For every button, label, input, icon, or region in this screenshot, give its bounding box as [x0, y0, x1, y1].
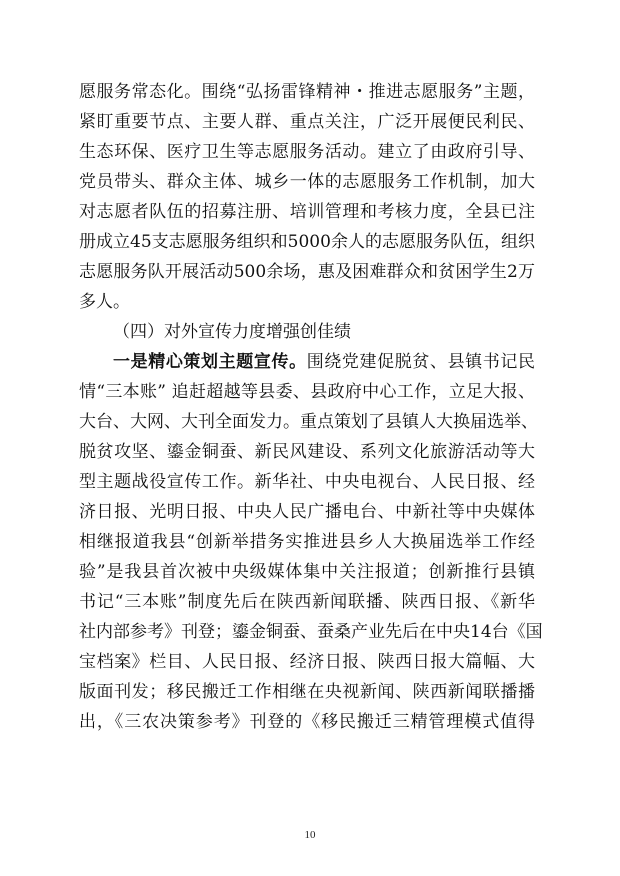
text-line: 志愿服务队开展活动500余场，惠及困难群众和贫困学生2万: [79, 262, 535, 282]
text-line: 验”是我县首次被中央级媒体集中关注报道；创新推行县镇: [79, 562, 535, 582]
first-line-rest: 围绕党建促脱贫、县镇书记民: [306, 352, 536, 372]
text-line: 对志愿者队伍的招募注册、培训管理和考核力度，全县已注: [79, 202, 535, 222]
text-line: 党员带头、群众主体、城乡一体的志愿服务工作机制，加大: [79, 172, 535, 192]
document-body: [79, 77, 543, 737]
paragraph-lead-bold: 一是精心策划主题宣传。: [113, 352, 307, 372]
text-line: 相继报道我县“创新举措务实推进县乡人大换届选举工作经: [79, 532, 535, 552]
text-line: 宝档案》栏目、人民日报、经济日报、陕西日报大篇幅、大: [79, 652, 535, 672]
text-line: 书记“三本账”制度先后在陕西新闻联播、陕西日报、《新华: [79, 592, 535, 612]
text-line: 情“三本账” 追赶超越等县委、县政府中心工作，立足大报、: [79, 382, 535, 402]
text-line: 紧盯重要节点、主要人群、重点关注，广泛开展便民利民、: [79, 112, 535, 132]
text-line: 册成立45支志愿服务组织和5000余人的志愿服务队伍，组织: [79, 232, 535, 252]
text-line: 多人。: [79, 292, 130, 312]
text-line: 版面刊发；移民搬迁工作相继在央视新闻、陕西新闻联播播: [79, 682, 535, 702]
text-line: 济日报、光明日报、中央人民广播电台、中新社等中央媒体: [79, 502, 535, 522]
paragraph-volunteer-service: [79, 77, 535, 317]
paragraph-external-publicity: [79, 347, 543, 737]
text-line: 脱贫攻坚、鎏金铜蚕、新民风建设、系列文化旅游活动等大: [79, 442, 535, 462]
text-line: 愿服务常态化。围绕“弘扬雷锋精神・推进志愿服务”主题，: [79, 82, 535, 102]
section-heading: （四）对外宣传力度增强创佳绩: [113, 322, 351, 342]
text-line-first: [79, 347, 535, 377]
text-line: 型主题战役宣传工作。新华社、中央电视台、人民日报、经: [79, 472, 535, 492]
text-line: 出，《三农决策参考》刊登的《移民搬迁三精管理模式值得: [79, 712, 535, 732]
text-line: 生态环保、医疗卫生等志愿服务活动。建立了由政府引导、: [79, 142, 535, 162]
text-line: 大台、大网、大刊全面发力。重点策划了县镇人大换届选举、: [79, 412, 538, 432]
page-number: 10: [304, 829, 316, 841]
text-line: 社内部参考》刊登；鎏金铜蚕、蚕桑产业先后在中央14台《国: [79, 622, 543, 642]
